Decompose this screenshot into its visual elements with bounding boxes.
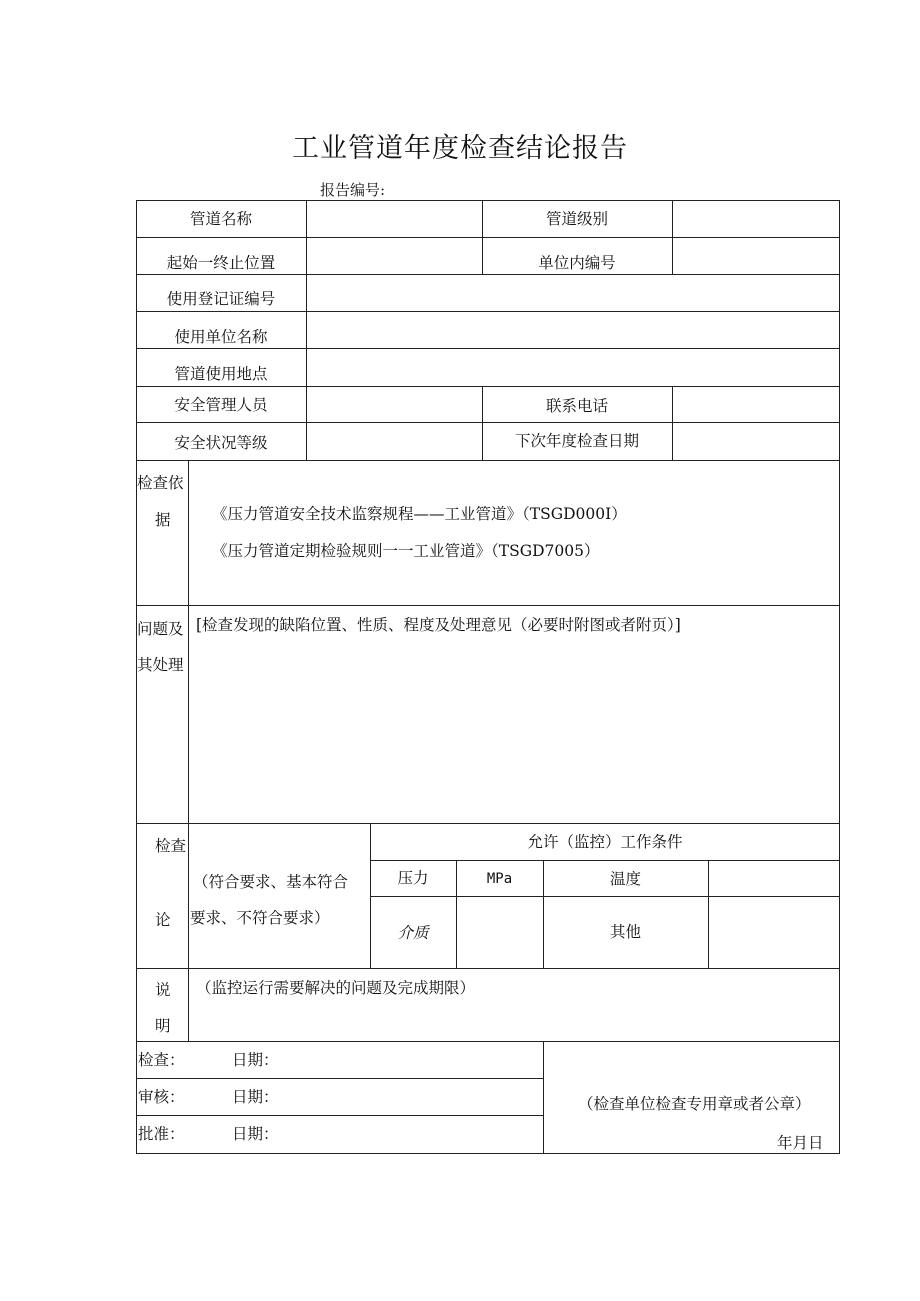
conclusion-hint-line1: （符合要求、基本符合 <box>193 873 349 891</box>
label-basis-line1: 检查依 <box>137 474 184 492</box>
page-title: 工业管道年度检查结论报告 <box>292 133 628 164</box>
basis-item-1: 《压力管道安全技术监察规程——工业管道》（TSGD000I） <box>212 505 627 523</box>
label-inspect: 检查： <box>138 1051 185 1069</box>
label-review-date: 日期： <box>232 1088 279 1106</box>
label-conclusion-line1: 检查 <box>155 837 187 855</box>
label-start-end-position: 起始一终止位置 <box>166 254 276 272</box>
label-safety-grade: 安全状况等级 <box>174 434 268 452</box>
label-notes-line2: 明 <box>155 1017 171 1035</box>
label-safety-manager: 安全管理人员 <box>174 396 268 414</box>
label-contact-phone: 联系电话 <box>545 397 608 415</box>
label-conclusion-line2: 论 <box>155 911 171 929</box>
label-pressure: 压力 <box>397 869 429 887</box>
label-problems-line2: 其处理 <box>137 656 184 674</box>
label-problems-line1: 问题及 <box>137 620 184 638</box>
pressure-unit: MPa <box>486 871 513 887</box>
label-review: 审核： <box>138 1088 185 1106</box>
label-user-unit-name: 使用单位名称 <box>174 328 268 346</box>
label-pipe-grade: 管道级别 <box>545 210 608 228</box>
conditions-title: 允许（监控）工作条件 <box>527 833 683 851</box>
label-temperature: 温度 <box>609 870 641 888</box>
problems-hint: [检查发现的缺陷位置、性质、程度及处理意见（必要时附图或者附页）] <box>196 616 681 634</box>
label-basis-line2: 据 <box>155 511 171 529</box>
label-pipe-name: 管道名称 <box>189 210 252 228</box>
notes-hint: （监控运行需要解决的问题及完成期限） <box>196 979 476 997</box>
label-other: 其他 <box>609 923 641 941</box>
label-registration-cert-number: 使用登记证编号 <box>166 290 276 308</box>
report-number-label: 报告编号: <box>320 181 386 199</box>
conclusion-hint-line2: 要求、不符合要求） <box>190 909 330 927</box>
label-medium: 介质 <box>397 924 429 942</box>
label-inspect-date: 日期： <box>232 1051 279 1069</box>
label-pipe-location: 管道使用地点 <box>174 365 268 383</box>
label-unit-internal-number: 单位内编号 <box>538 254 616 272</box>
label-approve: 批准： <box>138 1125 185 1143</box>
label-approve-date: 日期： <box>232 1125 279 1143</box>
label-notes-line1: 说 <box>155 981 171 999</box>
label-next-inspection-date: 下次年度检查日期 <box>514 432 639 450</box>
basis-item-2: 《压力管道定期检验规则一一工业管道》（TSGD7005） <box>212 542 600 560</box>
seal-date: 年月日 <box>777 1134 824 1152</box>
seal-text: （检查单位检查专用章或者公章） <box>578 1095 811 1113</box>
